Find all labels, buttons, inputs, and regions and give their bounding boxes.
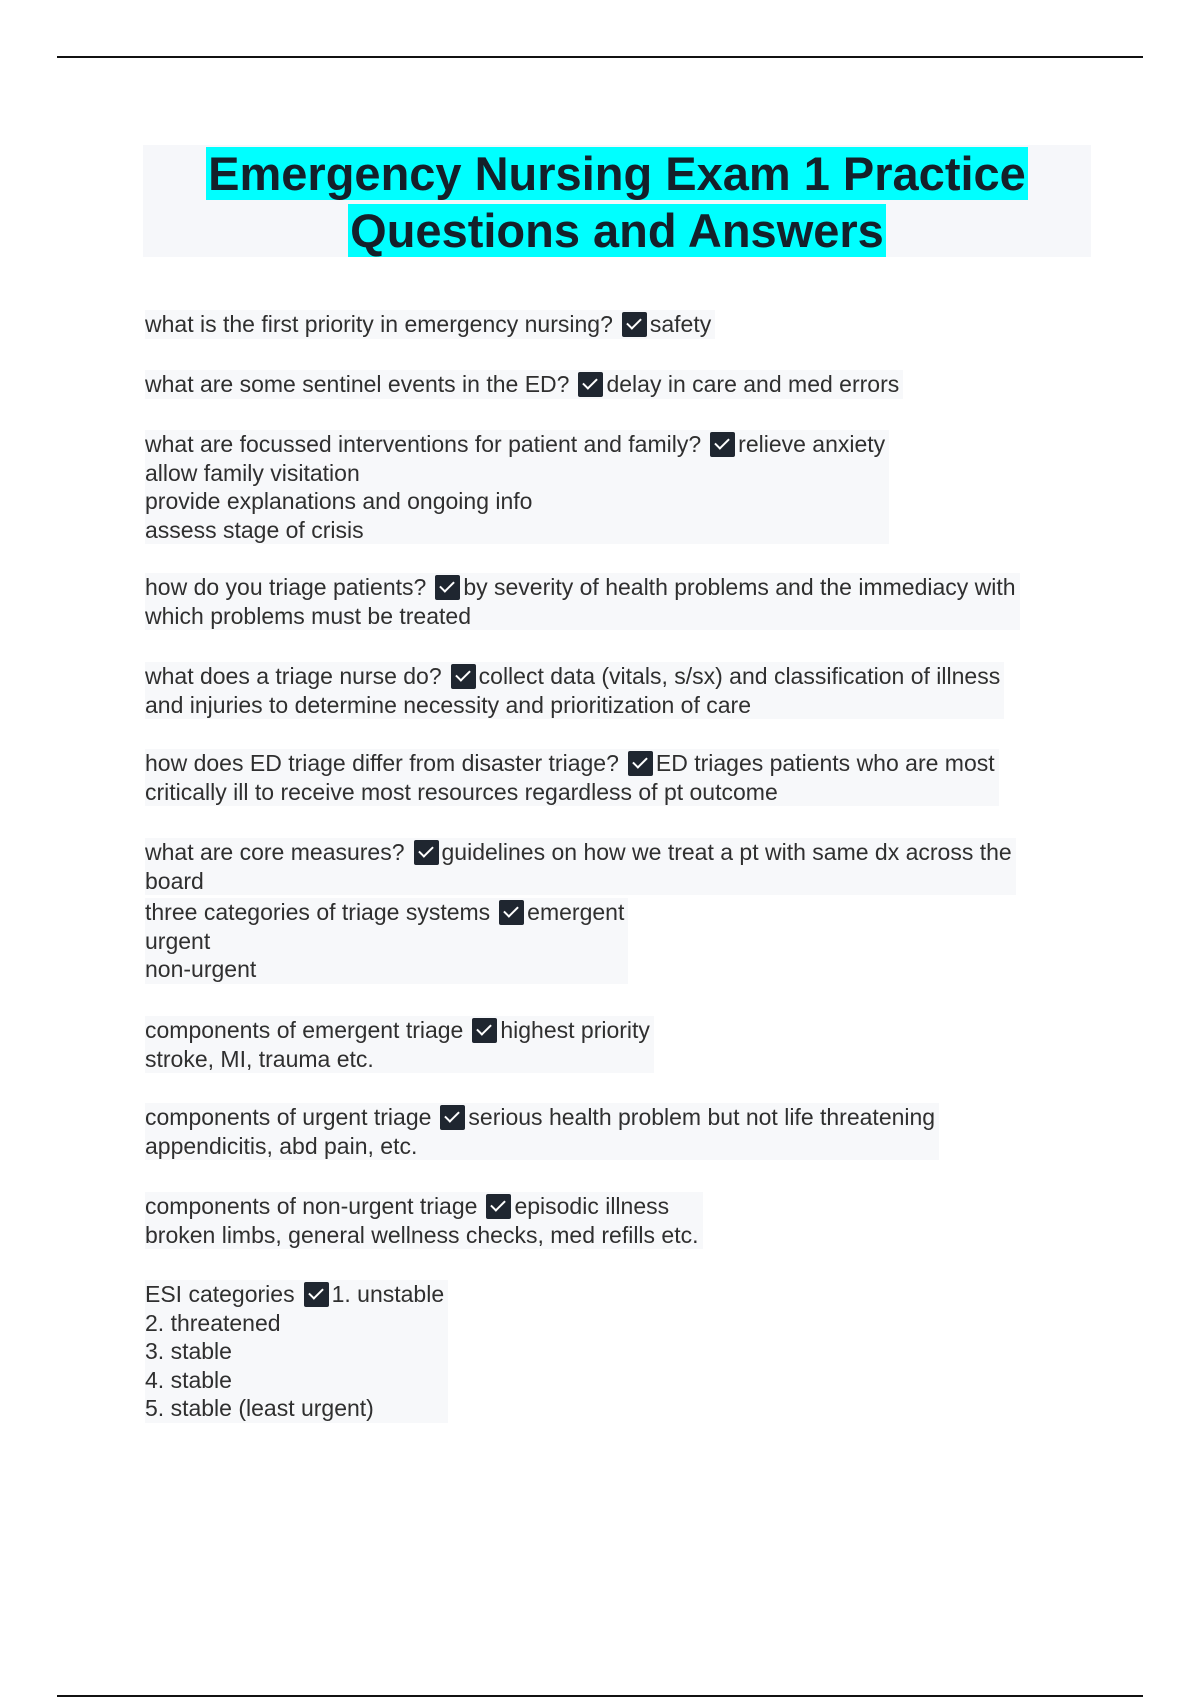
title-line-2-text: Questions and Answers <box>350 204 884 257</box>
answer-text: relieve anxiety <box>738 431 886 457</box>
qa-block <box>145 1103 939 1160</box>
title-line-1-text: Emergency Nursing Exam 1 Practice <box>208 147 1026 200</box>
check-box-icon <box>435 575 460 600</box>
answer-continuation-line: provide explanations and ongoing info <box>145 488 533 514</box>
question-text: how does ED triage differ from disaster triage? <box>145 750 619 776</box>
qa-item <box>145 1192 703 1249</box>
answer-continuation-line: assess stage of crisis <box>145 516 364 543</box>
answer-text: safety <box>649 311 712 337</box>
answer-continuation-line: board <box>145 867 204 894</box>
qa-first-line <box>145 1280 444 1309</box>
qa-block <box>145 662 1004 719</box>
qa-first-line <box>145 898 624 927</box>
qa-block <box>145 573 1020 630</box>
answer-continuation-line: which problems must be treated <box>145 602 471 629</box>
question-text: components of emergent triage <box>145 1017 464 1043</box>
answer-continuation-line: 3. stable <box>145 1338 232 1364</box>
question-text: how do you triage patients? <box>145 574 427 600</box>
answer-continuation-line: appendicitis, abd pain, etc. <box>145 1132 418 1159</box>
answer-continuation-line: urgent <box>145 927 211 954</box>
qa-item <box>145 898 628 984</box>
check-box-icon <box>710 432 735 457</box>
answer-continuation-line: 5. stable (least urgent) <box>145 1395 374 1421</box>
check-box-icon <box>451 664 476 689</box>
answer-text: emergent <box>527 899 625 925</box>
qa-item <box>145 370 903 399</box>
question-text: what is the first priority in emergency nursing? <box>145 311 613 337</box>
answer-continuation-line: critically ill to receive most resources regardless of pt outcome <box>145 778 778 805</box>
qa-first-line <box>145 1192 699 1221</box>
question-text: what are focussed interventions for patient and family? <box>145 431 702 457</box>
qa-block <box>145 370 903 399</box>
qa-block <box>145 898 628 984</box>
qa-item <box>145 749 999 806</box>
qa-first-line <box>145 1103 935 1132</box>
check-box-icon <box>499 900 524 925</box>
qa-item <box>145 430 889 544</box>
answer-text: 1. unstable <box>331 1281 445 1307</box>
qa-block <box>145 1192 703 1249</box>
qa-block <box>145 749 999 806</box>
question-text: what are some sentinel events in the ED? <box>145 371 570 397</box>
qa-item <box>145 838 1016 895</box>
qa-first-line <box>145 430 885 459</box>
question-text: components of non-urgent triage <box>145 1193 478 1219</box>
bottom-rule <box>57 1695 1143 1697</box>
answer-text: episodic illness <box>514 1193 670 1219</box>
answer-continuation-line: stroke, MI, trauma etc. <box>145 1045 374 1072</box>
answer-continuation-line: broken limbs, general wellness checks, med refills etc. <box>145 1221 699 1248</box>
question-text: what are core measures? <box>145 839 405 865</box>
question-text: ESI categories <box>145 1281 295 1307</box>
question-text: three categories of triage systems <box>145 899 491 925</box>
qa-item <box>145 573 1020 630</box>
qa-block <box>145 310 715 339</box>
answer-continuation-line: non-urgent <box>145 956 257 982</box>
qa-first-line <box>145 1016 650 1045</box>
answer-continuation-line: allow family visitation <box>145 459 360 486</box>
qa-first-line <box>145 310 711 339</box>
title-box <box>143 145 1091 257</box>
answer-text: by severity of health problems and the immediacy with <box>463 574 1016 600</box>
qa-item <box>145 1103 939 1160</box>
check-box-icon <box>628 751 653 776</box>
answer-text: guidelines on how we treat a pt with same dx across the <box>441 839 1012 865</box>
qa-first-line <box>145 749 995 778</box>
title-line-2 <box>143 202 1091 259</box>
qa-item <box>145 1016 654 1073</box>
top-rule <box>57 56 1143 58</box>
title-line-1 <box>143 145 1091 202</box>
check-box-icon <box>414 840 439 865</box>
qa-block <box>145 1280 448 1423</box>
answer-continuation-line: 4. stable <box>145 1366 232 1393</box>
qa-first-line <box>145 662 1000 691</box>
check-box-icon <box>472 1018 497 1043</box>
answer-text: collect data (vitals, s/sx) and classification of illness <box>478 663 1001 689</box>
qa-item <box>145 662 1004 719</box>
question-text: components of urgent triage <box>145 1104 432 1130</box>
qa-first-line <box>145 838 1012 867</box>
check-box-icon <box>486 1194 511 1219</box>
answer-continuation-line: and injuries to determine necessity and prioritization of care <box>145 691 751 718</box>
check-box-icon <box>440 1105 465 1130</box>
question-text: what does a triage nurse do? <box>145 663 442 689</box>
answer-text: highest priority <box>500 1017 650 1043</box>
qa-first-line <box>145 573 1016 602</box>
check-box-icon <box>578 372 603 397</box>
answer-text: ED triages patients who are most <box>655 750 995 776</box>
qa-item <box>145 310 715 339</box>
answer-continuation-line: 2. threatened <box>145 1309 281 1336</box>
answer-text: serious health problem but not life threatening <box>468 1104 936 1130</box>
qa-block <box>145 838 1016 895</box>
check-box-icon <box>304 1282 329 1307</box>
answer-text: delay in care and med errors <box>606 371 900 397</box>
qa-block <box>145 430 889 544</box>
qa-block <box>145 1016 654 1073</box>
qa-first-line <box>145 370 899 399</box>
check-box-icon <box>622 312 647 337</box>
qa-item <box>145 1280 448 1423</box>
